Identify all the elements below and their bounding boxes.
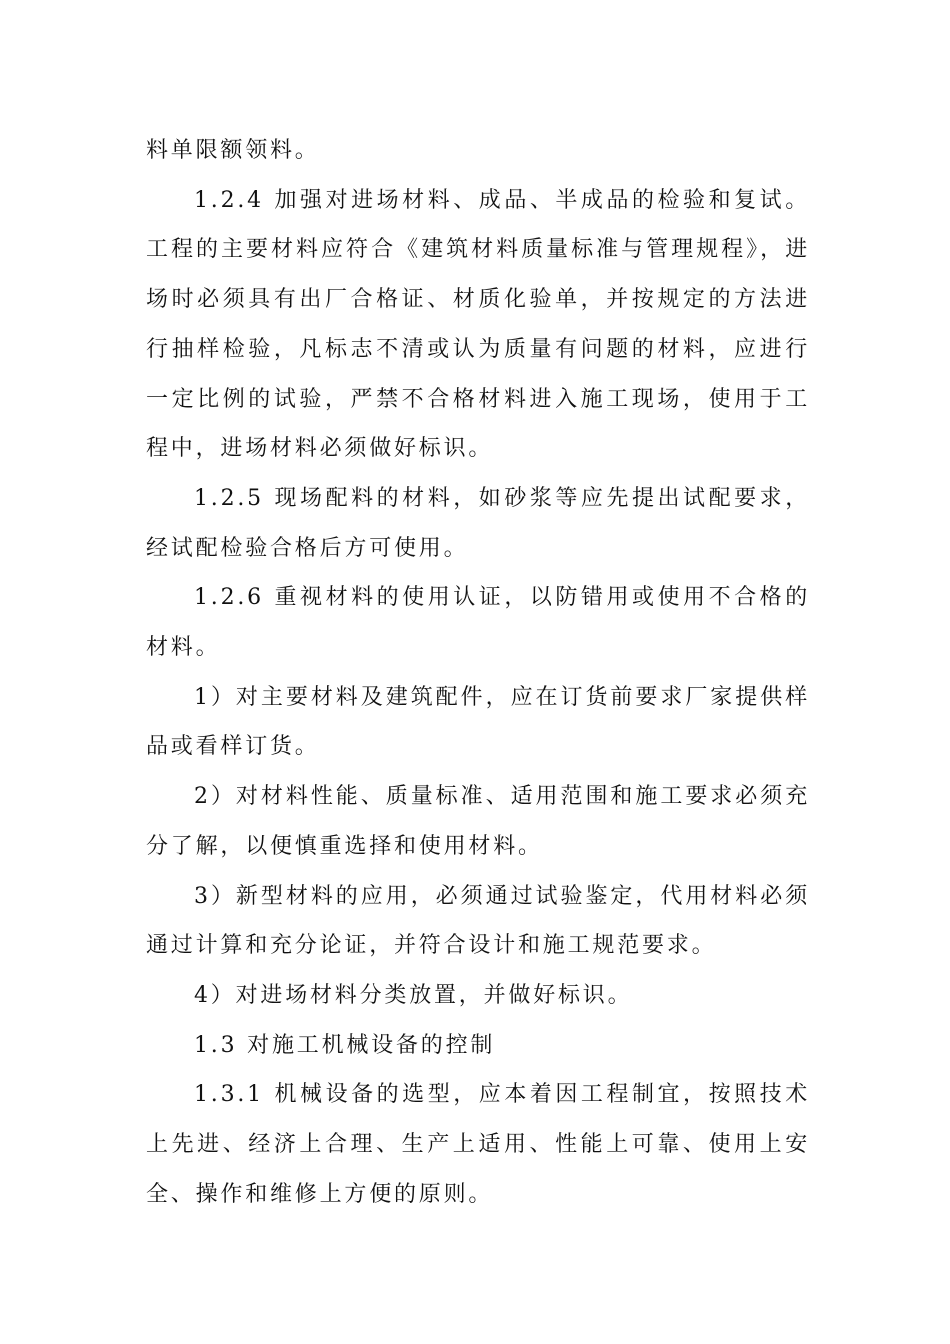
paragraph-1-3-1: 1.3.1 机械设备的选型，应本着因工程制宜，按照技术上先进、经济上合理、生产上适用、性能上可靠、使用上安全、操作和维修上方便的原则。 [146, 1082, 810, 1207]
document-body [146, 126, 810, 1219]
list-item-3: 3）新型材料的应用，必须通过试验鉴定，代用材料必须通过计算和充分论证，并符合设计和施工规范要求。 [146, 883, 810, 959]
section-heading-1-3: 1.3 对施工机械设备的控制 [194, 1032, 496, 1058]
list-item-4: 4）对进场材料分类放置，并做好标识。 [194, 982, 633, 1008]
list-item-1: 1）对主要材料及建筑配件，应在订货前要求厂家提供样品或看样订货。 [146, 684, 810, 760]
paragraph-1-2-6: 1.2.6 重视材料的使用认证，以防错用或使用不合格的材料。 [146, 585, 810, 661]
paragraph-1-2-4: 1.2.4 加强对进场材料、成品、半成品的检验和复试。工程的主要材料应符合《建筑材料质量标准与管理规程》，进场时必须具有出厂合格证、材质化验单，并按规定的方法进行抽样检验，凡标志不清或认为质量有问题的材料，应进行一定比例的试验，严禁不合格材料进入施工现场，使用于工程中，进场材料必须做好标识。 [146, 187, 810, 462]
paragraph-1-2-5: 1.2.5 现场配料的材料，如砂浆等应先提出试配要求，经试配检验合格后方可使用。 [146, 485, 810, 561]
list-item-2: 2）对材料性能、质量标准、适用范围和施工要求必须充分了解，以便慎重选择和使用材料。 [146, 784, 810, 859]
paragraph-continuation: 料单限额领料。 [146, 138, 320, 163]
